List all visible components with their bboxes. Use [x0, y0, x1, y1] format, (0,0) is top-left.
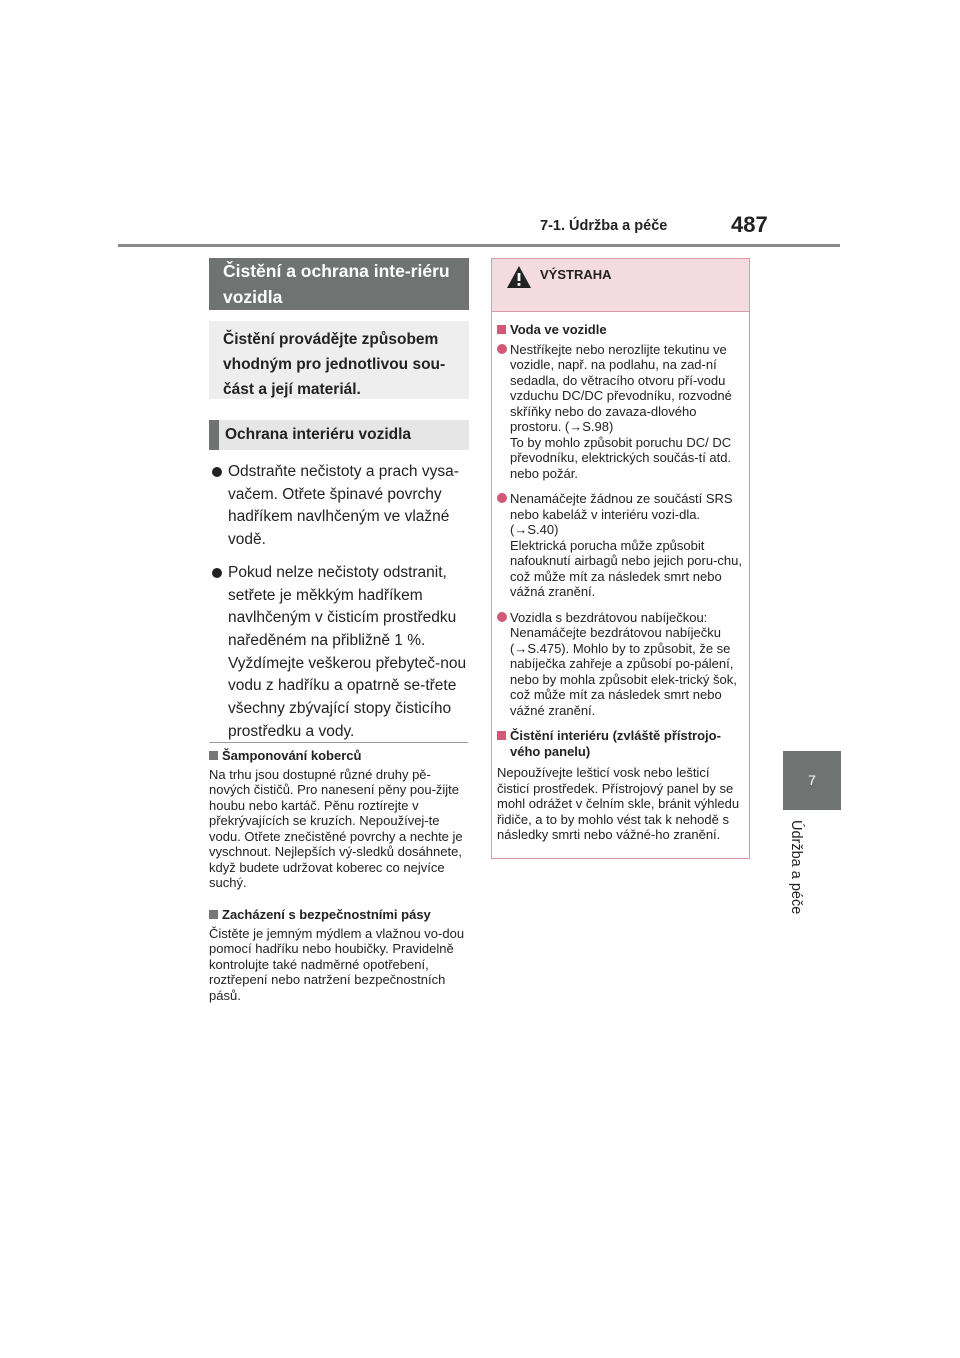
section-title: 7-1. Údržba a péče — [540, 218, 668, 234]
chapter-tab[interactable]: 7 — [783, 751, 841, 810]
list-item-text: Pokud nelze nečistoty odstranit, setřete je měkkým hadříkem navlhčeným v čisticím prostředku naředěném na přibližně 1 %. Vyždímejte veškerou přebyteč-nou vodu z hadříku a opatrně se-třete všechny zbývající stopy čisticího prostředku a vody. — [228, 563, 467, 740]
note-text: Na trhu jsou dostupné různé druhy pě-nových čističů. Pro nanesení pěny pou-žijte houbu nebo kartáč. Pěnu roztírejte v překrývajících se kruzích. Nepoužívej-te vodu. Otřete znečistěné povrchy a nechte je vyschnout. Nejlepších vý-sledků dosáhnete, když budete udržovat koberec co nejvíce suchý. — [209, 766, 463, 890]
warning-item-text: Nenamáčejte žádnou ze součástí SRS nebo kabeláž v interiéru vozi-dla. (→S.40) — [510, 491, 733, 537]
warning-paragraph: Nepoužívejte lešticí vosk nebo lešticí čisticí prostředek. Přístrojový panel by se mohl odrážet v čelním skle, bránit výhledu řidiče, a to by mohlo vést tak k nehodě s následky smrti nebo vážné-ho zranění. — [497, 765, 740, 842]
warning-item-detail: To by mohlo způsobit poruchu DC/ DC převodníku, elektrických součás-tí atd. nebo požár. — [510, 434, 732, 481]
square-bullet-icon — [497, 731, 506, 740]
bullet-icon — [497, 612, 507, 622]
note-heading: Zacházení s bezpečnostními pásy — [209, 907, 471, 923]
square-bullet-icon — [209, 910, 218, 919]
main-heading — [209, 258, 469, 310]
warning-triangle-icon — [506, 265, 532, 289]
warning-title: VÝSTRAHA — [540, 267, 612, 282]
warning-item-text: Nestříkejte nebo nerozlijte tekutinu ve vozidle, např. na podlahu, na zad-ní sedadla, do větracího otvoru pří-vodu vzduchu DC/DC převodníku, rozvodné skříňky nebo do zavaza-dlového prostoru. (→S.98) — [510, 341, 732, 434]
warning-item — [497, 491, 743, 600]
bullet-icon — [497, 344, 507, 354]
bullet-icon — [212, 568, 222, 578]
warning-item-text: Vozidla s bezdrátovou nabíječkou: Nenamáčejte bezdrátovou nabíječku (→S.475). Mohlo by to způsobit, že se nabíječka zahřeje a způsobí po-pálení, nebo by mohla způsobit elek-trický šok, což může mít za následek smrt nebo vážné zranění. — [510, 609, 737, 718]
chapter-tab-label: Údržba a péče — [788, 820, 804, 915]
warning-header — [492, 259, 749, 312]
lead-paragraph: Čistění provádějte způsobem vhodným pro jednotlivou sou-část a její materiál. — [209, 321, 469, 399]
main-heading-text: Čistění a ochrana inte-riéru vozidla — [223, 261, 450, 307]
warning-item — [497, 610, 743, 719]
list-item — [212, 562, 470, 744]
page-number: 487 — [731, 212, 768, 237]
warning-box — [491, 258, 750, 859]
warning-section-heading: Voda ve vozidle — [497, 322, 743, 338]
list-item — [212, 461, 470, 552]
note-text: Čistěte je jemným mýdlem a vlažnou vo-dou pomocí hadříku nebo houbičky. Pravidelně kontrolujte také nadměrné opotřebení, roztřepení nebo natržení bezpečnostních pásů. — [209, 925, 465, 1003]
square-bullet-icon — [209, 751, 218, 760]
warning-item-detail: Elektrická porucha může způsobit nafouknutí airbagů nebo jejich poru-chu, což může mít za následek smrt nebo vážná zranění. — [510, 537, 742, 599]
section-divider — [209, 742, 468, 743]
square-bullet-icon — [497, 325, 506, 334]
header-divider — [118, 244, 840, 247]
bullet-list — [212, 461, 470, 753]
note-heading: Šamponování koberců — [209, 748, 471, 764]
warning-section-heading: Čistění interiéru (zvláště přístrojo-vého panelu) — [497, 728, 743, 759]
warning-item — [497, 342, 743, 482]
bullet-icon — [497, 493, 507, 503]
warning-body — [492, 312, 749, 843]
note-carpet — [209, 748, 471, 891]
subheading: Ochrana interiéru vozidla — [209, 420, 469, 450]
list-item-text: Odstraňte nečistoty a prach vysa-vačem. Otřete špinavé povrchy hadříkem navlhčeným ve vlažné vodě. — [228, 463, 459, 549]
note-seatbelts — [209, 907, 471, 1003]
bullet-icon — [212, 467, 222, 477]
